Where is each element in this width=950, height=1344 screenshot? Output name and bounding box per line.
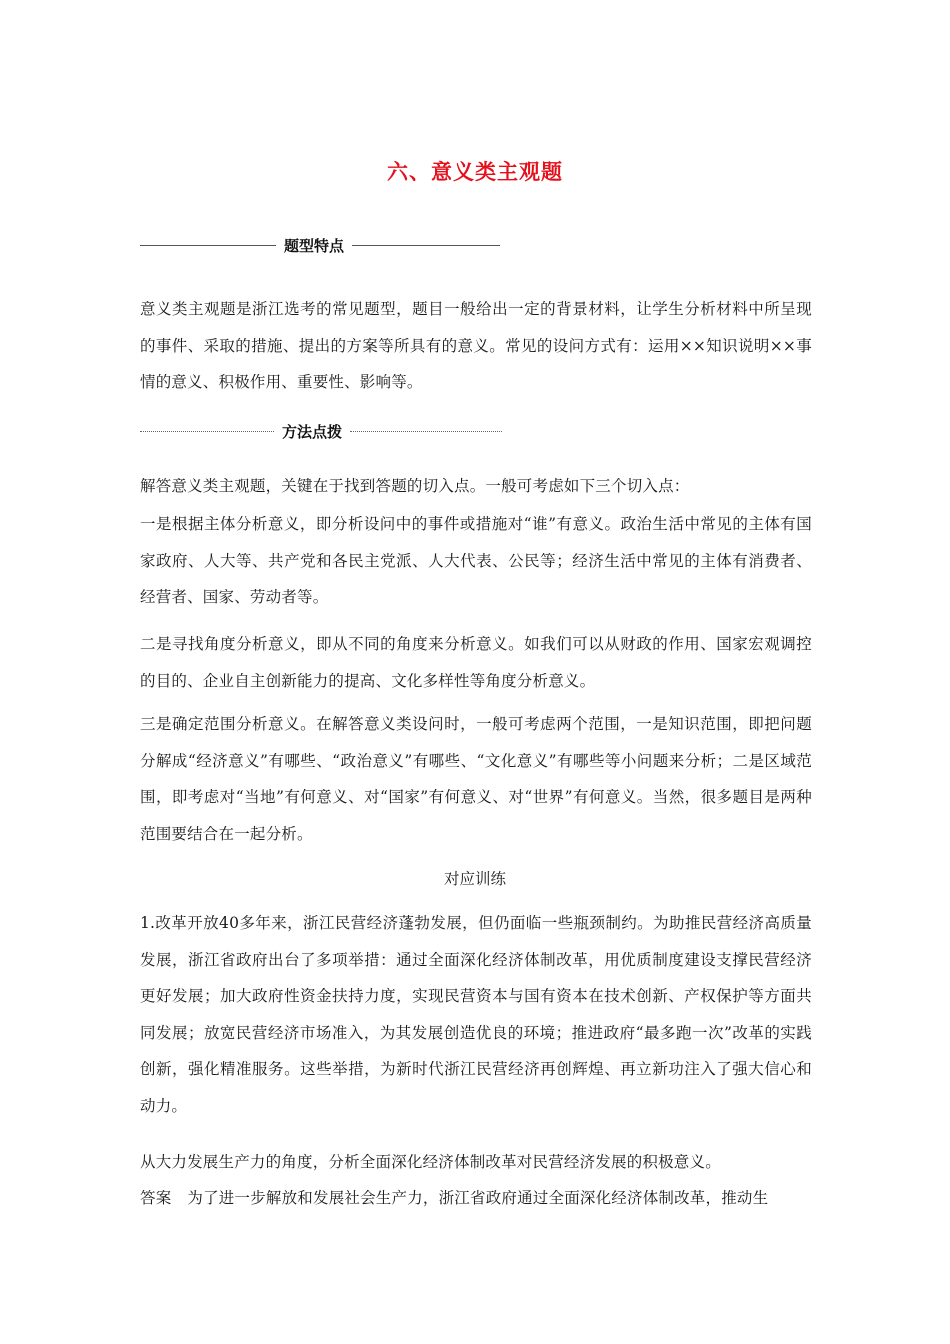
method-intro: 解答意义类主观题，关键在于找到答题的切入点。一般可考虑如下三个切入点： xyxy=(140,477,690,495)
method-point-2: 二是寻找角度分析意义，即从不同的角度来分析意义。如我们可以从财政的作用、国家宏观调控的目的、企业自主创新能力的提高、文化多样性等角度分析意义。 xyxy=(140,635,812,690)
section-label-features: 题型特点 xyxy=(284,236,345,255)
section-header-features xyxy=(140,233,500,257)
dotted-divider-line xyxy=(140,431,274,432)
method-point-3: 三是确定范围分析意义。在解答意义类设问时，一般可考虑两个范围，一是知识范围，即把问题分解成“经济意义”有哪些、“政治意义”有哪些、“文化意义”有哪些等小问题来分析；二是区域范围，即考虑对“当地”有何意义、对“国家”有何意义、对“世界”有何意义。当然，很多题目是两种范围要结合在一起分析。 xyxy=(140,715,812,843)
method-point-1: 一是根据主体分析意义，即分析设问中的事件或措施对“谁”有意义。政治生活中常见的主体有国家政府、人大等、共产党和各民主党派、人大代表、公民等；经济生活中常见的主体有消费者、经营者、国家、劳动者等。 xyxy=(140,515,812,606)
section-header-method xyxy=(140,419,502,443)
section-label-method: 方法点拨 xyxy=(282,422,343,441)
features-paragraph: 意义类主观题是浙江选考的常见题型，题目一般给出一定的背景材料，让学生分析材料中所呈现的事件、采取的措施、提出的方案等所具有的意义。常见的设问方式有：运用××知识说明××事情的意义、积极作用、重要性、影响等。 xyxy=(140,300,812,391)
divider-line xyxy=(140,245,276,246)
answer-paragraph xyxy=(140,1180,812,1217)
question-1-material: 1.改革开放40多年来，浙江民营经济蓬勃发展，但仍面临一些瓶颈制约。为助推民营经济高质量发展，浙江省政府出台了多项举措：通过全面深化经济体制改革，用优质制度建设支撑民营经济更好发展；加大政府性资金扶持力度，实现民营资本与国有资本在技术创新、产权保护等方面共同发展；放宽民营经济市场准入，为其发展创造优良的环境；推进政府“最多跑一次”改革的实践创新，强化精准服务。这些举措，为新时代浙江民营经济再创辉煌、再立新功注入了强大信心和动力。 xyxy=(140,914,812,1115)
practice-heading: 对应训练 xyxy=(443,870,506,888)
dotted-divider-line xyxy=(350,431,502,432)
page-title: 六、意义类主观题 xyxy=(387,160,563,184)
question-1-prompt: 从大力发展生产力的角度，分析全面深化经济体制改革对民营经济发展的积极意义。 xyxy=(140,1153,721,1171)
answer-text: 为了进一步解放和发展社会生产力，浙江省政府通过全面深化经济体制改革，推动生 xyxy=(187,1189,769,1207)
answer-label: 答案 xyxy=(140,1189,172,1207)
divider-line xyxy=(352,245,500,246)
